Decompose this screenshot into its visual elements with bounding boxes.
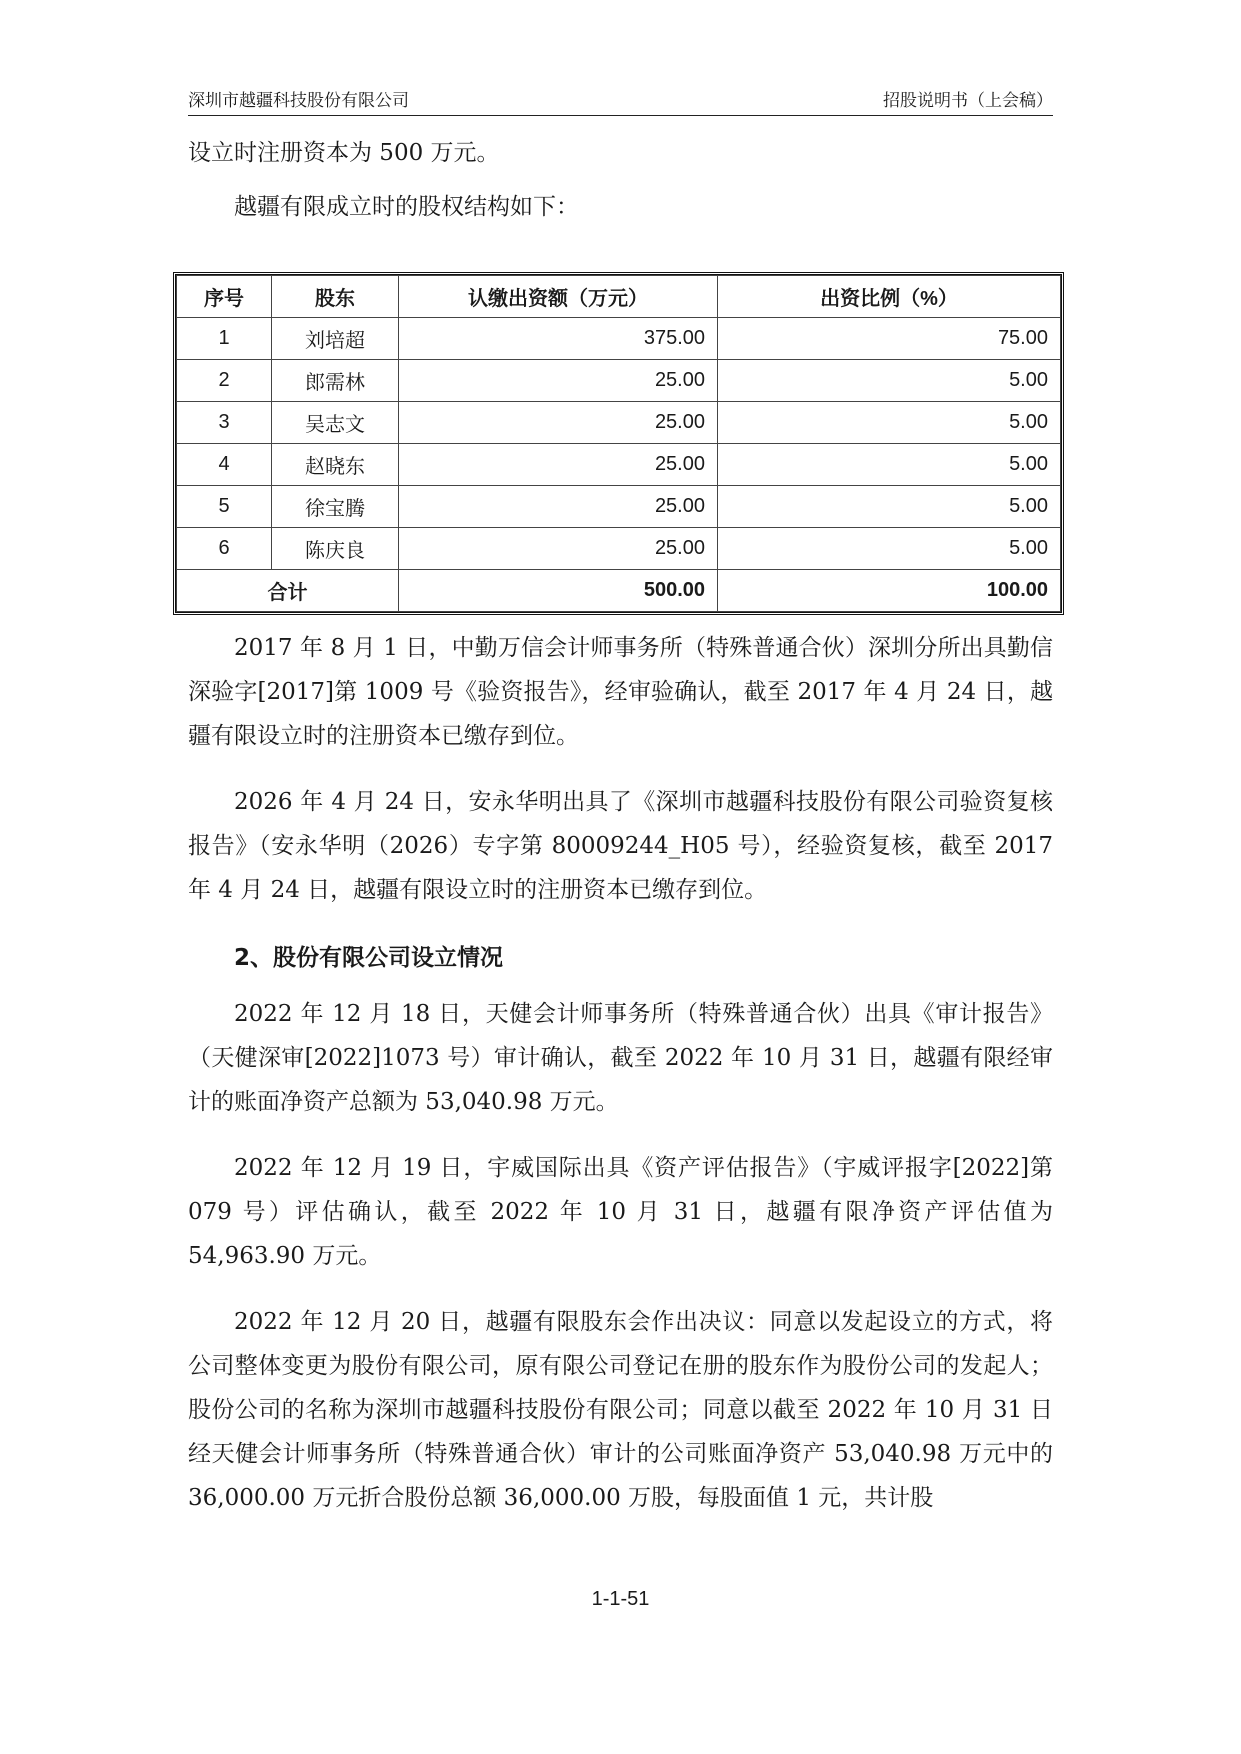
cell-total-ratio: 100.00 [718,570,1061,612]
cell-shareholder: 吴志文 [272,402,399,444]
paragraph-verification-review: 2026 年 4 月 24 日，安永华明出具了《深圳市越疆科技股份有限公司验资复核报告》（安永华明（2026）专字第 80009244_H05 号），经验资复核，截至 2017 年 4 月 24 日，越疆有限设立时的注册资本已缴存到位。 [188,789,1053,903]
cell-total-amount: 500.00 [399,570,718,612]
cell-no: 1 [177,318,272,360]
cell-ratio: 75.00 [718,318,1061,360]
page-header [188,86,1053,116]
header-company-name: 深圳市越疆科技股份有限公司 [188,91,409,111]
cell-ratio: 5.00 [718,360,1061,402]
cell-amount: 25.00 [399,444,718,486]
cell-total-label: 合计 [177,570,399,612]
cell-shareholder: 赵晓东 [272,444,399,486]
cell-shareholder: 徐宝腾 [272,486,399,528]
table-row [177,444,1061,486]
paragraph-capital-verification: 2017 年 8 月 1 日，中勤万信会计师事务所（特殊普通合伙）深圳分所出具勤信深验字[2017]第 1009 号《验资报告》，经审验确认，截至 2017 年 4 月 24 日，越疆有限设立时的注册资本已缴存到位。 [188,635,1053,749]
paragraph-registered-capital: 设立时注册资本为 500 万元。 [188,140,500,166]
cell-amount: 375.00 [399,318,718,360]
cell-no: 4 [177,444,272,486]
paragraph-shareholder-resolution: 2022 年 12 月 20 日，越疆有限股东会作出决议：同意以发起设立的方式，将公司整体变更为股份有限公司，原有限公司登记在册的股东作为股份公司的发起人；股份公司的名称为深圳市越疆科技股份有限公司；同意以截至 2022 年 10 月 31 日经天健会计师事务所（特殊普通合伙）审计的公司账面净资产 53,040.98 万元中的 36,000.00 万元折合股份总额 36,000.00 万股，每股面值 1 元，共计股 [188,1309,1053,1511]
cell-amount: 25.00 [399,360,718,402]
table-header-row [177,276,1061,318]
cell-amount: 25.00 [399,402,718,444]
cell-ratio: 5.00 [718,486,1061,528]
cell-ratio: 5.00 [718,402,1061,444]
section-heading: 2、股份有限公司设立情况 [234,945,504,971]
header-document-type: 招股说明书（上会稿） [883,91,1053,111]
cell-amount: 25.00 [399,528,718,570]
cell-amount: 25.00 [399,486,718,528]
cell-ratio: 5.00 [718,528,1061,570]
column-header-shareholder: 股东 [272,276,399,318]
paragraph-audit-report: 2022 年 12 月 18 日，天健会计师事务所（特殊普通合伙）出具《审计报告》（天健深审[2022]1073 号）审计确认，截至 2022 年 10 月 31 日，越疆有限经审计的账面净资产总额为 53,040.98 万元。 [188,1001,1053,1115]
table-total-row [177,570,1061,612]
cell-no: 2 [177,360,272,402]
page-number: 1-1-51 [591,1588,650,1610]
cell-ratio: 5.00 [718,444,1061,486]
table-row [177,528,1061,570]
table-row [177,402,1061,444]
column-header-amount: 认缴出资额（万元） [399,276,718,318]
table-row [177,360,1061,402]
equity-structure-table [173,272,1064,615]
cell-shareholder: 刘培超 [272,318,399,360]
cell-no: 6 [177,528,272,570]
paragraph-equity-intro: 越疆有限成立时的股权结构如下： [234,194,579,220]
paragraph-asset-evaluation: 2022 年 12 月 19 日，宇威国际出具《资产评估报告》（宇威评报字[2022]第 079 号）评估确认，截至 2022 年 10 月 31 日，越疆有限净资产评估值为 54,963.90 万元。 [188,1155,1053,1269]
cell-no: 5 [177,486,272,528]
column-header-no: 序号 [177,276,272,318]
cell-no: 3 [177,402,272,444]
column-header-ratio: 出资比例（%） [718,276,1061,318]
cell-shareholder: 郎需林 [272,360,399,402]
cell-shareholder: 陈庆良 [272,528,399,570]
table-row [177,486,1061,528]
table-row [177,318,1061,360]
